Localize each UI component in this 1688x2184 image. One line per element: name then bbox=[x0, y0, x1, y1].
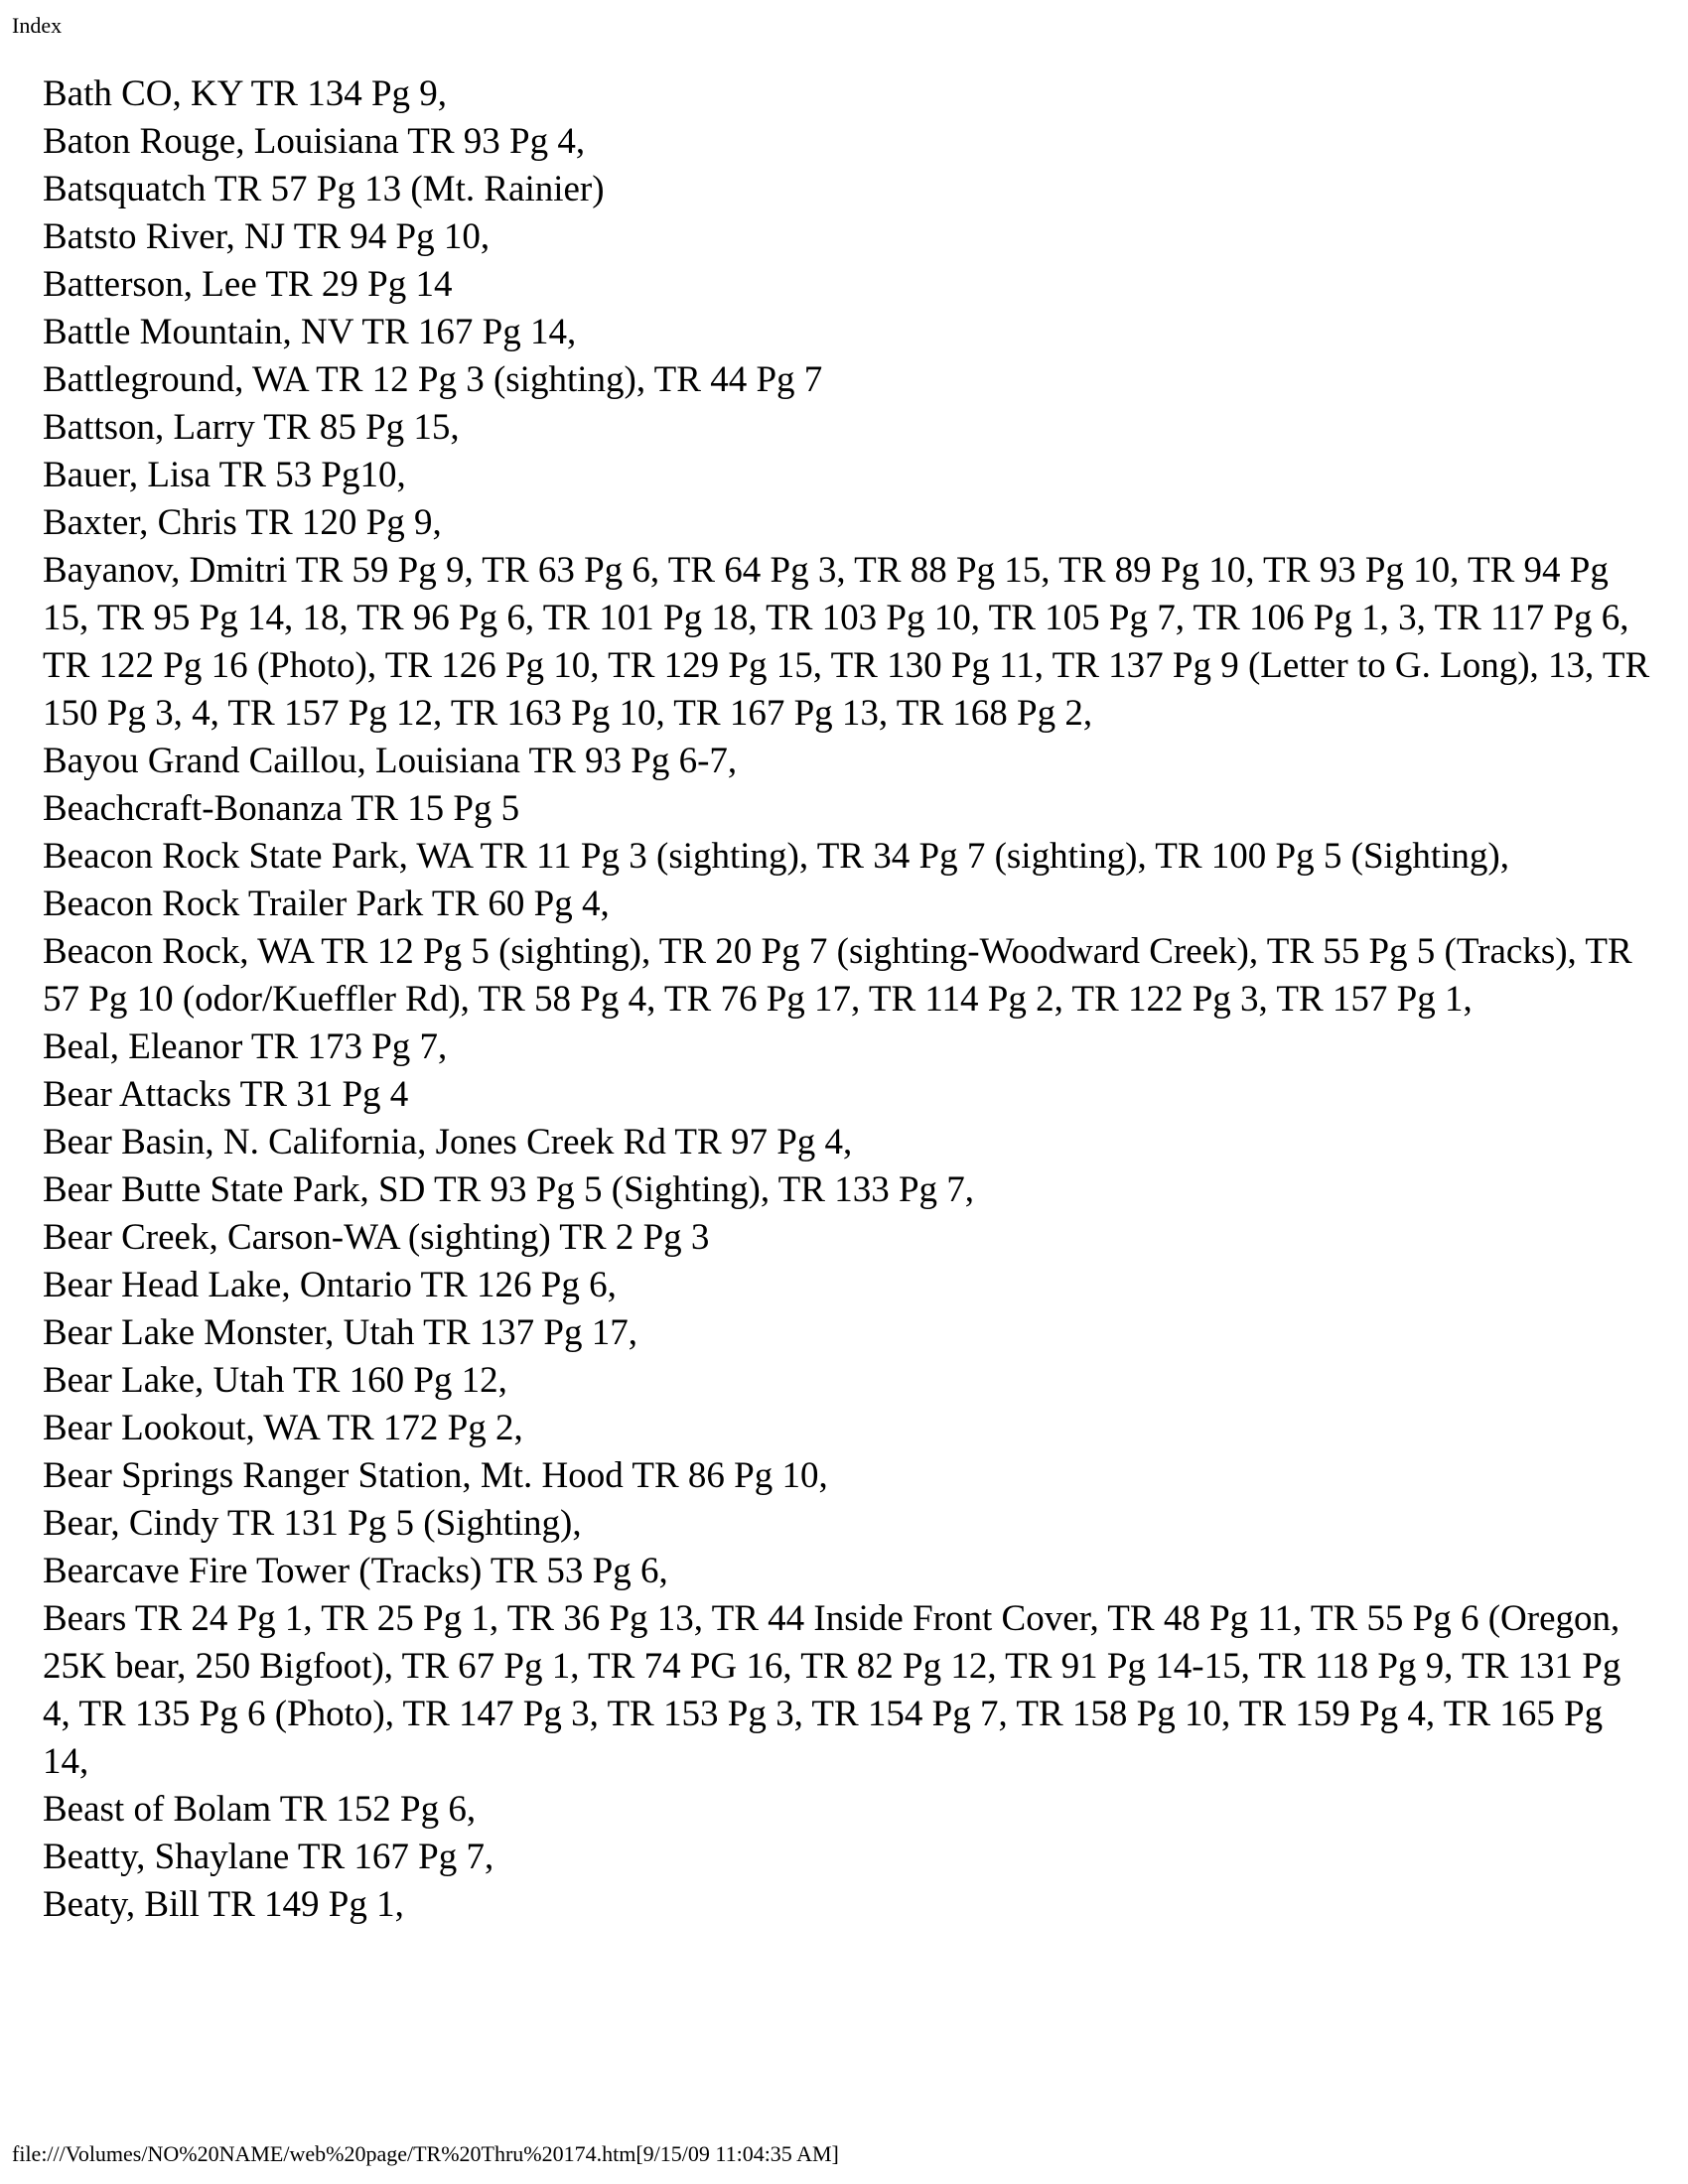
index-entry: Bayanov, Dmitri TR 59 Pg 9, TR 63 Pg 6, TR 64 Pg 3, TR 88 Pg 15, TR 89 Pg 10, TR 93 Pg 10, TR 94 Pg 15, TR 95 Pg 14, 18, TR 96 Pg 6, TR 101 Pg 18, TR 103 Pg 10, TR 105 Pg 7, TR 106 Pg 1, 3, TR 117 Pg 6, TR 122 Pg 16 (Photo), TR 126 Pg 10, TR 129 Pg 15, TR 130 Pg 11, TR 137 Pg 9 (Letter to G. Long), 13, TR 150 Pg 3, 4, TR 157 Pg 12, TR 163 Pg 10, TR 167 Pg 13, TR 168 Pg 2, bbox=[43, 550, 1650, 734]
index-entry: Battleground, WA TR 12 Pg 3 (sighting), TR 44 Pg 7 bbox=[43, 359, 823, 400]
index-entry: Bear Lookout, WA TR 172 Pg 2, bbox=[43, 1408, 523, 1448]
index-entry: Batterson, Lee TR 29 Pg 14 bbox=[43, 264, 453, 305]
index-list bbox=[43, 70, 1656, 1929]
page-title: Index bbox=[12, 13, 63, 38]
index-entry: Bear, Cindy TR 131 Pg 5 (Sighting), bbox=[43, 1503, 582, 1544]
index-entry: Bear Lake, Utah TR 160 Pg 12, bbox=[43, 1360, 507, 1401]
index-entry: Beacon Rock State Park, WA TR 11 Pg 3 (sighting), TR 34 Pg 7 (sighting), TR 100 Pg 5 (Sighting), bbox=[43, 836, 1509, 877]
index-entry: Bears TR 24 Pg 1, TR 25 Pg 1, TR 36 Pg 13, TR 44 Inside Front Cover, TR 48 Pg 11, TR 55 Pg 6 (Oregon, 25K bear, 250 Bigfoot), TR 67 Pg 1, TR 74 PG 16, TR 82 Pg 12, TR 91 Pg 14-15, TR 118 Pg 9, TR 131 Pg 4, TR 135 Pg 6 (Photo), TR 147 Pg 3, TR 153 Pg 3, TR 154 Pg 7, TR 158 Pg 10, TR 159 Pg 4, TR 165 Pg 14, bbox=[43, 1598, 1621, 1782]
index-entry: Baton Rouge, Louisiana TR 93 Pg 4, bbox=[43, 121, 586, 162]
index-entry: Bear Springs Ranger Station, Mt. Hood TR 86 Pg 10, bbox=[43, 1455, 828, 1496]
index-entry: Beast of Bolam TR 152 Pg 6, bbox=[43, 1789, 477, 1830]
index-entry: Bear Attacks TR 31 Pg 4 bbox=[43, 1074, 409, 1115]
index-entry: Bear Butte State Park, SD TR 93 Pg 5 (Sighting), TR 133 Pg 7, bbox=[43, 1169, 975, 1210]
index-entry: Beatty, Shaylane TR 167 Pg 7, bbox=[43, 1837, 494, 1877]
index-entry: Beacon Rock Trailer Park TR 60 Pg 4, bbox=[43, 884, 610, 924]
index-entry: Bearcave Fire Tower (Tracks) TR 53 Pg 6, bbox=[43, 1551, 668, 1591]
index-entry: Bayou Grand Caillou, Louisiana TR 93 Pg 6-7, bbox=[43, 741, 738, 781]
index-entry: Beaty, Bill TR 149 Pg 1, bbox=[43, 1884, 404, 1925]
source-url: file:///Volumes/NO%20NAME/web%20page/TR%20Thru%20174.htm[9/15/09 11:04:35 AM] bbox=[12, 2141, 839, 2166]
index-entry: Battson, Larry TR 85 Pg 15, bbox=[43, 407, 460, 448]
index-entry: Battle Mountain, NV TR 167 Pg 14, bbox=[43, 312, 577, 352]
index-entry: Baxter, Chris TR 120 Pg 9, bbox=[43, 502, 442, 543]
index-entry: Batsquatch TR 57 Pg 13 (Mt. Rainier) bbox=[43, 169, 605, 209]
index-entry: Bauer, Lisa TR 53 Pg10, bbox=[43, 455, 406, 495]
index-entry: Bath CO, KY TR 134 Pg 9, bbox=[43, 73, 448, 114]
index-entry: Bear Creek, Carson-WA (sighting) TR 2 Pg 3 bbox=[43, 1217, 710, 1258]
index-entry: Batsto River, NJ TR 94 Pg 10, bbox=[43, 216, 491, 257]
index-entry: Bear Lake Monster, Utah TR 137 Pg 17, bbox=[43, 1312, 637, 1353]
index-entry: Bear Basin, N. California, Jones Creek Rd TR 97 Pg 4, bbox=[43, 1122, 853, 1162]
index-entry: Beachcraft-Bonanza TR 15 Pg 5 bbox=[43, 788, 520, 829]
index-entry: Bear Head Lake, Ontario TR 126 Pg 6, bbox=[43, 1265, 617, 1305]
index-entry: Beacon Rock, WA TR 12 Pg 5 (sighting), TR 20 Pg 7 (sighting-Woodward Creek), TR 55 Pg 5 (Tracks), TR 57 Pg 10 (odor/Kueffler Rd), TR 58 Pg 4, TR 76 Pg 17, TR 114 Pg 2, TR 122 Pg 3, TR 157 Pg 1, bbox=[43, 931, 1632, 1020]
index-entry: Beal, Eleanor TR 173 Pg 7, bbox=[43, 1026, 448, 1067]
